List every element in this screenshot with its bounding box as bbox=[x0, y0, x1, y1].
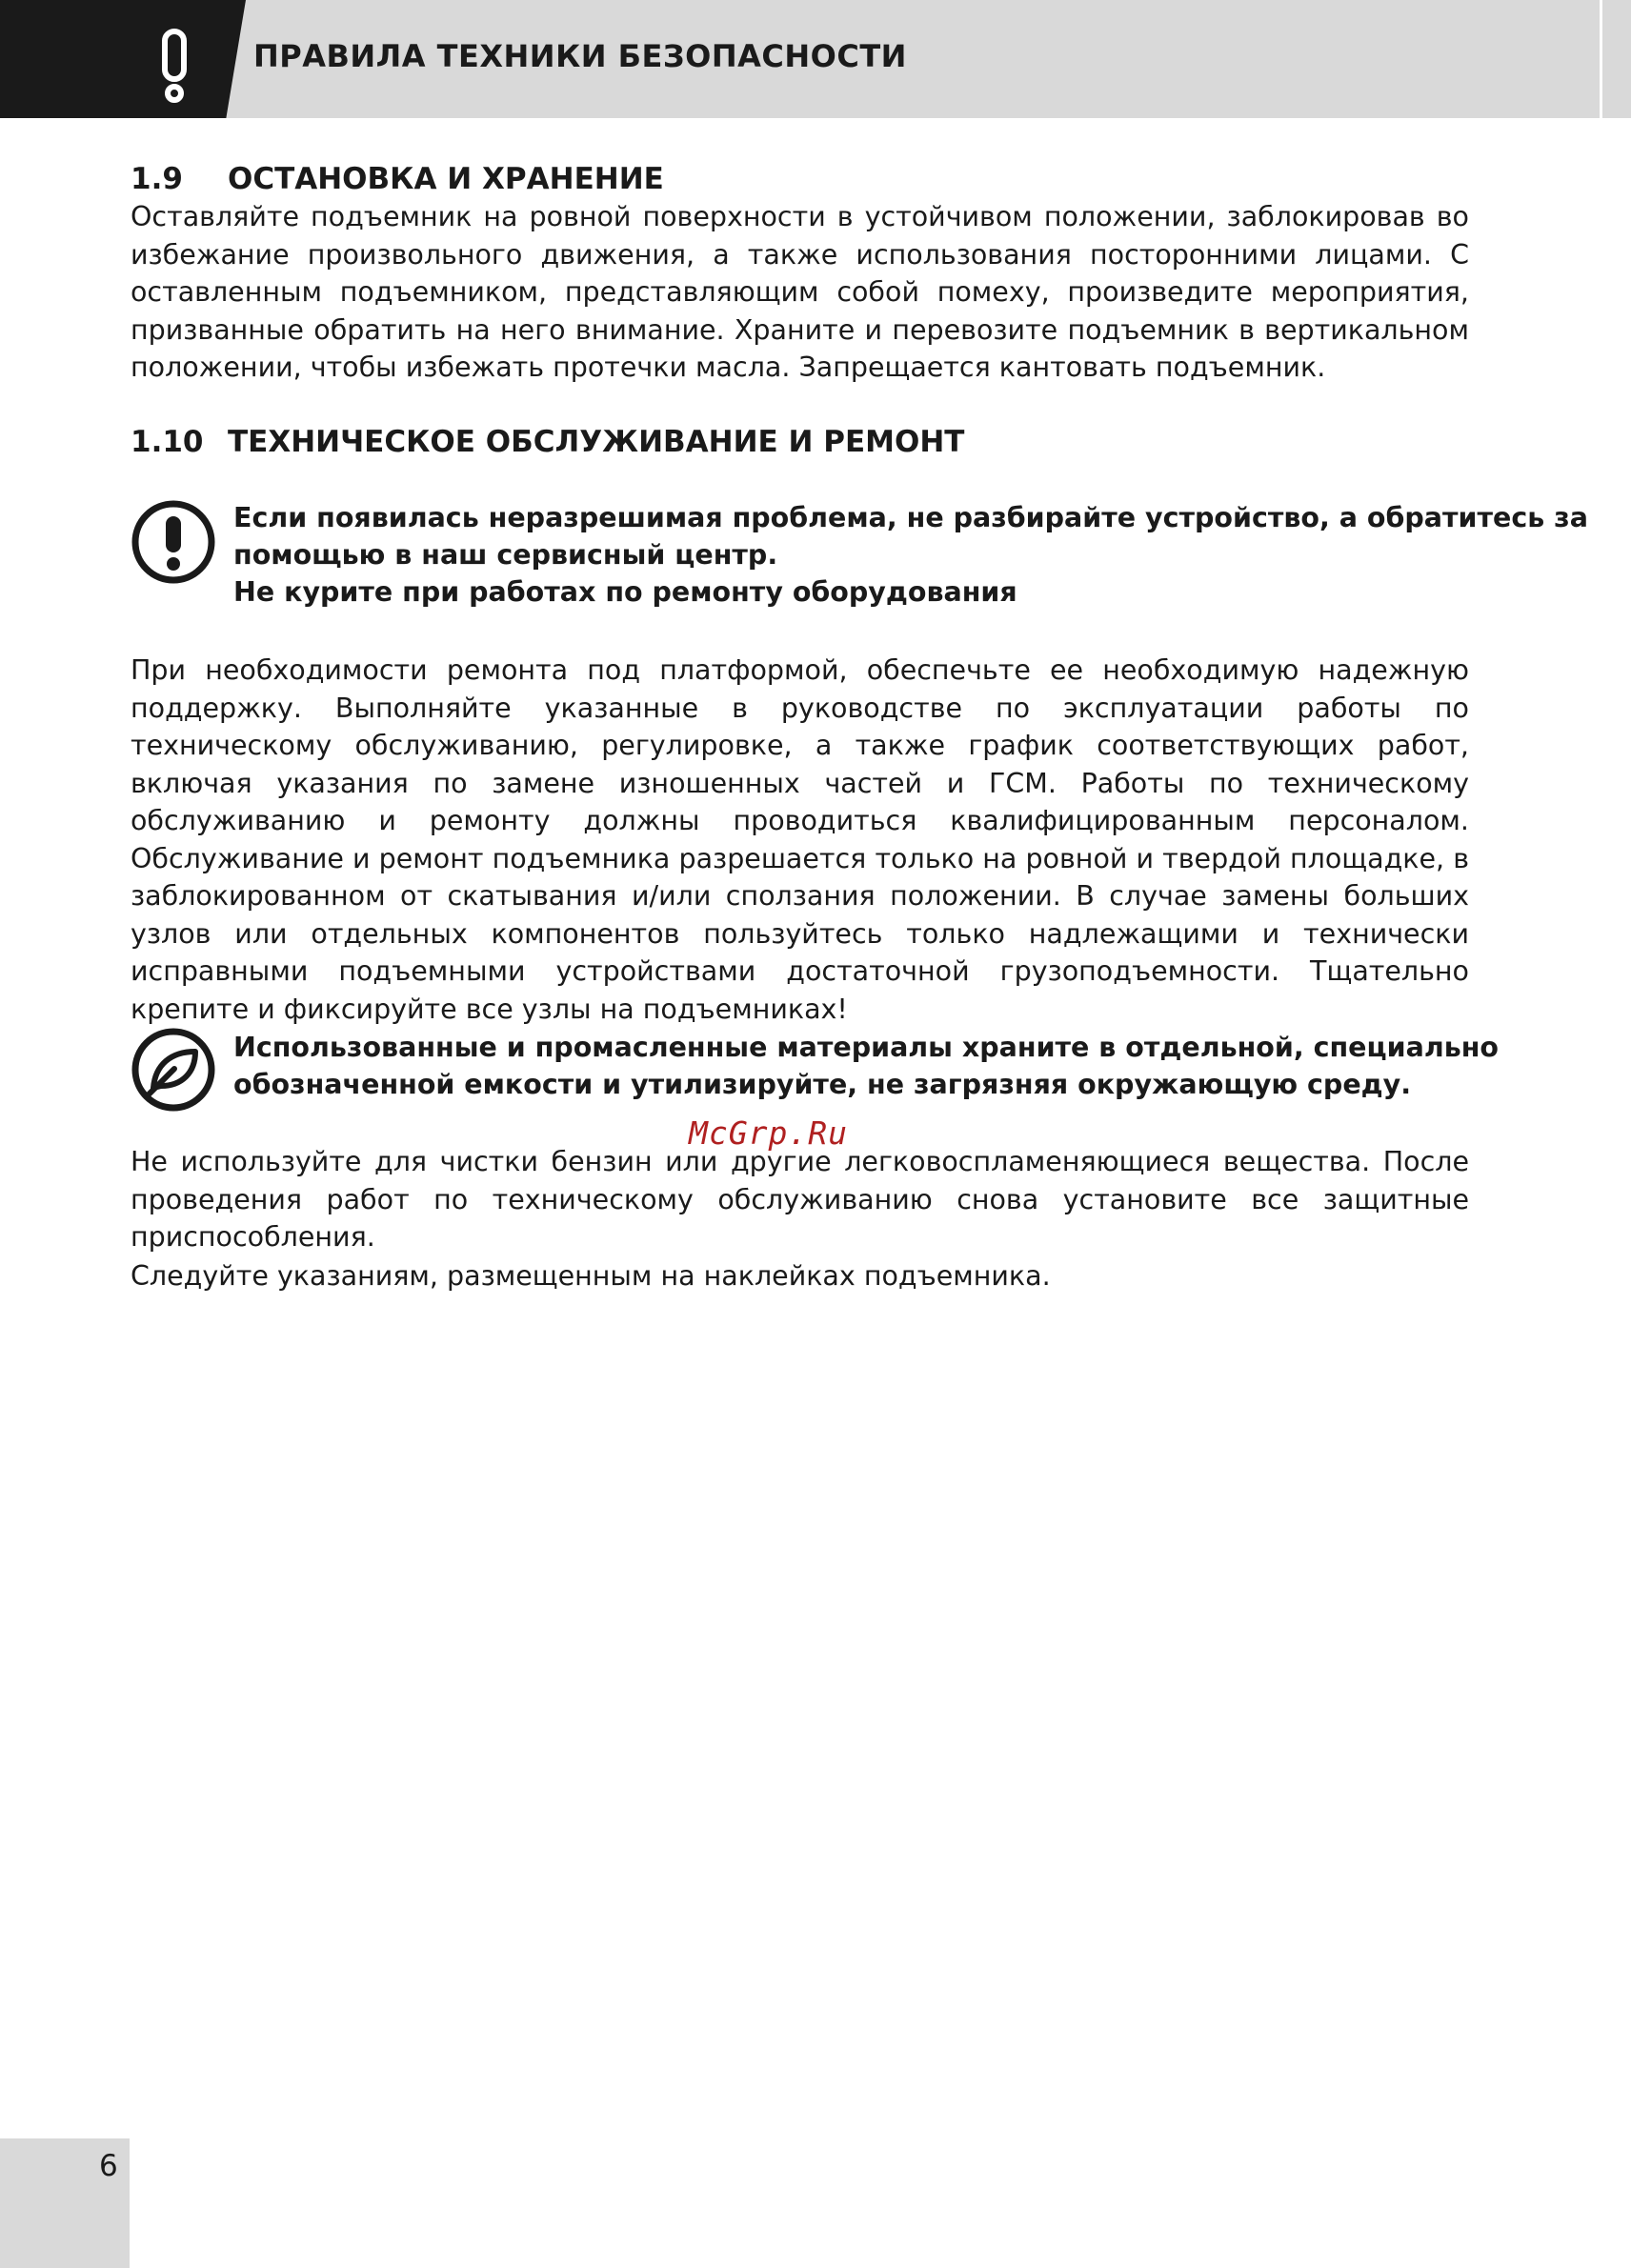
section-heading bbox=[131, 160, 1469, 198]
header-black-block bbox=[0, 0, 246, 118]
warning-line: Если появилась неразрешимая проблема, не разбирайте устройство, а обратитесь за bbox=[233, 502, 1588, 533]
warning-line: помощью в наш сервисный центр. bbox=[233, 539, 778, 571]
eco-line: Использованные и промасленные материалы храните в отдельной, специально bbox=[233, 1032, 1500, 1063]
warning-text bbox=[233, 499, 1588, 611]
leaf-icon bbox=[131, 1027, 216, 1113]
repair-block bbox=[131, 652, 1469, 1028]
watermark: McGrp.Ru bbox=[689, 1114, 848, 1152]
section-number: 1.9 bbox=[131, 162, 183, 196]
section-title: ТЕХНИЧЕСКОЕ ОБСЛУЖИВАНИЕ И РЕМОНТ bbox=[228, 425, 965, 459]
warning-note bbox=[131, 499, 1588, 611]
repair-paragraph: При необходимости ремонта под платформой, обеспечьте ее необходимую надежную поддержку. Выполняйте указанные в руководстве по эксплуатации работы по техническому обслуживанию, регулировке, а также график соответствующих работ, включая указания по замене изношенных частей и ГСМ. Работы по техническому обслуживанию и ремонту должны проводиться квалифицированным персоналом. Обслуживание и ремонт подъемника разрешается только на ровной и твердой площадке, в заблокированном от скатывания и/или сползания положении. В случае замены больших узлов или отдельных компонентов пользуйтесь только надлежащими и технически исправными подъемными устройствами достаточной грузоподъемности. Тщательно крепите и фиксируйте все узлы на подъемниках! bbox=[131, 654, 1469, 1025]
warning-line: Не курите при работах по ремонту оборудования bbox=[233, 576, 1017, 608]
stickers-paragraph: Следуйте указаниям, размещенным на наклейках подъемника. bbox=[131, 1260, 1051, 1292]
eco-line: обозначенной емкости и утилизируйте, не загрязняя окружающую среду. bbox=[233, 1069, 1412, 1100]
section-number: 1.10 bbox=[131, 425, 204, 459]
eco-note bbox=[131, 1027, 1500, 1113]
cleaning-paragraph: Не используйте для чистки бензин или другие легковоспламеняющиеся вещества. После проведения работ по техническому обслуживанию снова установите все защитные приспособления. bbox=[131, 1146, 1469, 1253]
stickers-block bbox=[131, 1257, 1469, 1295]
section-heading bbox=[131, 423, 1469, 461]
cleaning-block bbox=[131, 1143, 1469, 1256]
section-title: ОСТАНОВКА И ХРАНЕНИЕ bbox=[228, 162, 664, 196]
section-maintenance bbox=[131, 423, 1469, 461]
header-title: ПРАВИЛА ТЕХНИКИ БЕЗОПАСНОСТИ bbox=[253, 38, 907, 74]
header-tab-edge bbox=[1600, 0, 1602, 118]
storage-paragraph: Оставляйте подъемник на ровной поверхности в устойчивом положении, заблокировав во избежание произвольного движения, а также использования посторонними лицами. С оставленным подъемником, представляющим собой помеху, произведите мероприятия, призванные обратить на него внимание. Храните и перевозите подъемник в вертикальном положении, чтобы избежать протечки масла. Запрещается кантовать подъемник. bbox=[131, 201, 1469, 383]
page-number: 6 bbox=[99, 2149, 118, 2183]
section-storage bbox=[131, 160, 1469, 387]
exclamation-icon bbox=[152, 29, 196, 105]
eco-text bbox=[233, 1029, 1499, 1113]
warning-circle-icon bbox=[131, 499, 216, 585]
